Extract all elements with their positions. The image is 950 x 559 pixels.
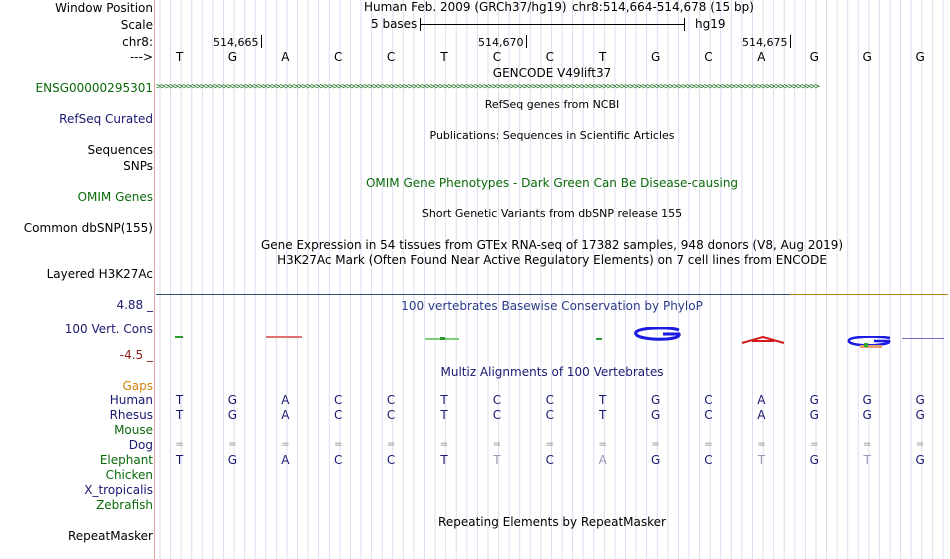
- alignment-base: A: [281, 393, 290, 407]
- logo-g-glyph: [633, 327, 683, 341]
- alignment-base: T: [599, 393, 607, 407]
- alignment-base: =: [175, 439, 184, 450]
- alignment-base: G: [809, 453, 819, 467]
- h3k27ac-signal: [790, 294, 948, 295]
- alignment-base: C: [386, 393, 396, 407]
- alignment-base: G: [650, 393, 661, 407]
- species-label[interactable]: Mouse: [114, 423, 153, 437]
- alignment-base: =: [281, 439, 290, 450]
- scale-label: Scale: [120, 18, 153, 32]
- multiz-track-title[interactable]: Multiz Alignments of 100 Vertebrates: [440, 365, 664, 379]
- gencode-gene-label[interactable]: ENSG00000295301: [35, 81, 153, 95]
- cons-signal: [440, 337, 445, 340]
- alignment-base: T: [599, 408, 607, 422]
- h3k27ac-signal: [156, 294, 790, 295]
- sequences-track-label[interactable]: Sequences: [87, 143, 153, 157]
- alignment-base: C: [704, 393, 713, 407]
- gaps-track-label[interactable]: Gaps: [122, 379, 153, 393]
- alignment-base: C: [545, 408, 554, 422]
- alignment-base: A: [757, 408, 766, 422]
- ruler-base: G: [862, 50, 872, 64]
- refseq-track-title[interactable]: RefSeq genes from NCBI: [484, 98, 620, 111]
- coordinate-tick: [526, 35, 527, 48]
- species-label[interactable]: Dog: [128, 438, 153, 452]
- cons-signal: [175, 336, 183, 338]
- alignment-base: T: [440, 408, 448, 422]
- alignment-base: =: [228, 439, 237, 450]
- ruler-base: A: [757, 50, 766, 64]
- alignment-base: G: [227, 393, 238, 407]
- ruler-base: C: [545, 50, 554, 64]
- gencode-gene-model[interactable]: >>>>>>>>>>>>>>>>>>>>>>>>>>>>>>>>>>>>>>>>>>>>>>>>>>>>>>>>>>>>>>>>>>>>>>>>>>>>>>>>>>>>>>>>>>>>>>>>>>>>>>>>>>>>>>>>>>>>>>>>>>>>>>>>>>>>>>>>>>>>>>>>>>>>>>: [156, 82, 819, 92]
- alignment-base: =: [386, 439, 396, 450]
- cons-signal: [902, 338, 944, 339]
- alignment-base: C: [545, 453, 554, 467]
- alignment-base: G: [650, 453, 661, 467]
- alignment-base: G: [650, 408, 661, 422]
- db-text: hg19: [695, 17, 726, 31]
- alignment-base: G: [915, 393, 925, 407]
- repeatmasker-track-label[interactable]: RepeatMasker: [67, 529, 153, 543]
- dbsnp-track-label[interactable]: Common dbSNP(155): [23, 221, 153, 235]
- h3k27ac-track-title[interactable]: H3K27Ac Mark (Often Found Near Active Regulatory Elements) on 7 cell lines from ENCODE: [277, 253, 827, 267]
- ruler-base: T: [175, 50, 184, 64]
- alignment-base: =: [810, 439, 819, 450]
- alignment-base: =: [757, 439, 766, 450]
- alignment-base: C: [386, 453, 396, 467]
- alignment-base: A: [757, 393, 766, 407]
- alignment-base: A: [598, 453, 607, 467]
- scale-text: 5 bases: [371, 17, 418, 31]
- cons-track-label[interactable]: 100 Vert. Cons: [64, 322, 153, 336]
- alignment-base: C: [386, 408, 396, 422]
- coordinate-tick: [261, 35, 262, 48]
- alignment-base: =: [439, 439, 449, 450]
- logo-g-glyph: [846, 336, 894, 350]
- alignment-base: G: [227, 453, 238, 467]
- alignment-base: G: [227, 408, 238, 422]
- ruler-base: C: [704, 50, 713, 64]
- alignment-base: G: [809, 408, 819, 422]
- scale-bar-right-end: [684, 18, 685, 31]
- alignment-base: C: [492, 408, 502, 422]
- alignment-base: T: [175, 453, 184, 467]
- species-label[interactable]: Chicken: [105, 468, 153, 482]
- alignment-base: G: [915, 453, 925, 467]
- alignment-base: =: [915, 439, 925, 450]
- alignment-base: =: [651, 439, 660, 450]
- coordinate-tick: [790, 35, 791, 48]
- ruler-base: T: [440, 50, 448, 64]
- alignment-base: T: [175, 408, 184, 422]
- scale-bar: [420, 24, 684, 25]
- alignment-base: G: [809, 393, 819, 407]
- ruler-base: T: [599, 50, 607, 64]
- coordinate-label: 514,665: [213, 36, 259, 49]
- publications-track-title[interactable]: Publications: Sequences in Scientific Articles: [429, 129, 675, 142]
- snps-track-label[interactable]: SNPs: [123, 159, 153, 173]
- phylop-track-title[interactable]: 100 vertebrates Basewise Conservation by PhyloP: [401, 299, 703, 313]
- h3k27ac-track-label[interactable]: Layered H3K27Ac: [46, 267, 153, 281]
- ruler-base: A: [281, 50, 290, 64]
- alignment-base: C: [492, 393, 502, 407]
- ruler-base: G: [650, 50, 661, 64]
- repeatmasker-track-title[interactable]: Repeating Elements by RepeatMasker: [438, 515, 666, 529]
- alignment-base: T: [493, 453, 501, 467]
- cons-max-label: 4.88 _: [116, 298, 153, 312]
- alignment-base: C: [704, 408, 713, 422]
- cons-min-label: -4.5 _: [119, 348, 153, 362]
- refseq-track-label[interactable]: RefSeq Curated: [59, 112, 153, 126]
- gtex-track-title[interactable]: Gene Expression in 54 tissues from GTEx RNA-seq of 17382 samples, 948 donors (V8, Aug 2019): [260, 238, 844, 252]
- ruler-base: C: [333, 50, 343, 64]
- ruler-base: G: [809, 50, 819, 64]
- alignment-base: C: [333, 453, 343, 467]
- logo-a-glyph: [740, 336, 786, 344]
- alignment-base: T: [863, 453, 871, 467]
- position-text[interactable]: chr8:514,664-514,678 (15 bp): [572, 0, 754, 14]
- alignment-base: A: [281, 408, 290, 422]
- alignment-base: T: [440, 453, 448, 467]
- cons-signal: [266, 336, 302, 338]
- omim-track-label[interactable]: OMIM Genes: [77, 190, 153, 204]
- label-column-separator: [154, 0, 155, 559]
- species-label[interactable]: Human: [109, 393, 153, 407]
- alignment-base: =: [492, 439, 502, 450]
- alignment-base: T: [440, 393, 448, 407]
- ruler-base: C: [386, 50, 396, 64]
- alignment-base: T: [757, 453, 766, 467]
- assembly-text: Human Feb. 2009 (GRCh37/hg19): [364, 0, 567, 14]
- ruler-base: C: [492, 50, 502, 64]
- window-position-label: Window Position: [55, 1, 153, 15]
- alignment-base: =: [333, 439, 343, 450]
- alignment-base: C: [545, 393, 554, 407]
- alignment-base: =: [862, 439, 872, 450]
- chrom-label: chr8:: [122, 35, 153, 49]
- coordinate-label: 514,675: [742, 36, 788, 49]
- species-label[interactable]: Zebrafish: [96, 498, 153, 512]
- coordinate-label: 514,670: [478, 36, 524, 49]
- alignment-base: T: [175, 393, 184, 407]
- ruler-base: G: [915, 50, 925, 64]
- cons-signal: [596, 338, 602, 340]
- alignment-base: C: [333, 408, 343, 422]
- gencode-track-title[interactable]: GENCODE V49lift37: [492, 66, 612, 80]
- species-label[interactable]: X_tropicalis: [84, 483, 153, 497]
- species-label[interactable]: Rhesus: [109, 408, 153, 422]
- omim-track-title[interactable]: OMIM Gene Phenotypes - Dark Green Can Be Disease-causing: [365, 176, 739, 190]
- alignment-base: G: [862, 408, 872, 422]
- alignment-base: G: [915, 408, 925, 422]
- alignment-base: =: [598, 439, 607, 450]
- alignment-base: =: [704, 439, 713, 450]
- alignment-base: C: [333, 393, 343, 407]
- strand-label: --->: [129, 50, 153, 64]
- ruler-base: G: [227, 50, 238, 64]
- alignment-base: =: [545, 439, 554, 450]
- alignment-base: G: [862, 393, 872, 407]
- alignment-base: C: [704, 453, 713, 467]
- dbsnp-track-title[interactable]: Short Genetic Variants from dbSNP release 155: [421, 207, 683, 220]
- alignment-base: A: [281, 453, 290, 467]
- species-label[interactable]: Elephant: [99, 453, 153, 467]
